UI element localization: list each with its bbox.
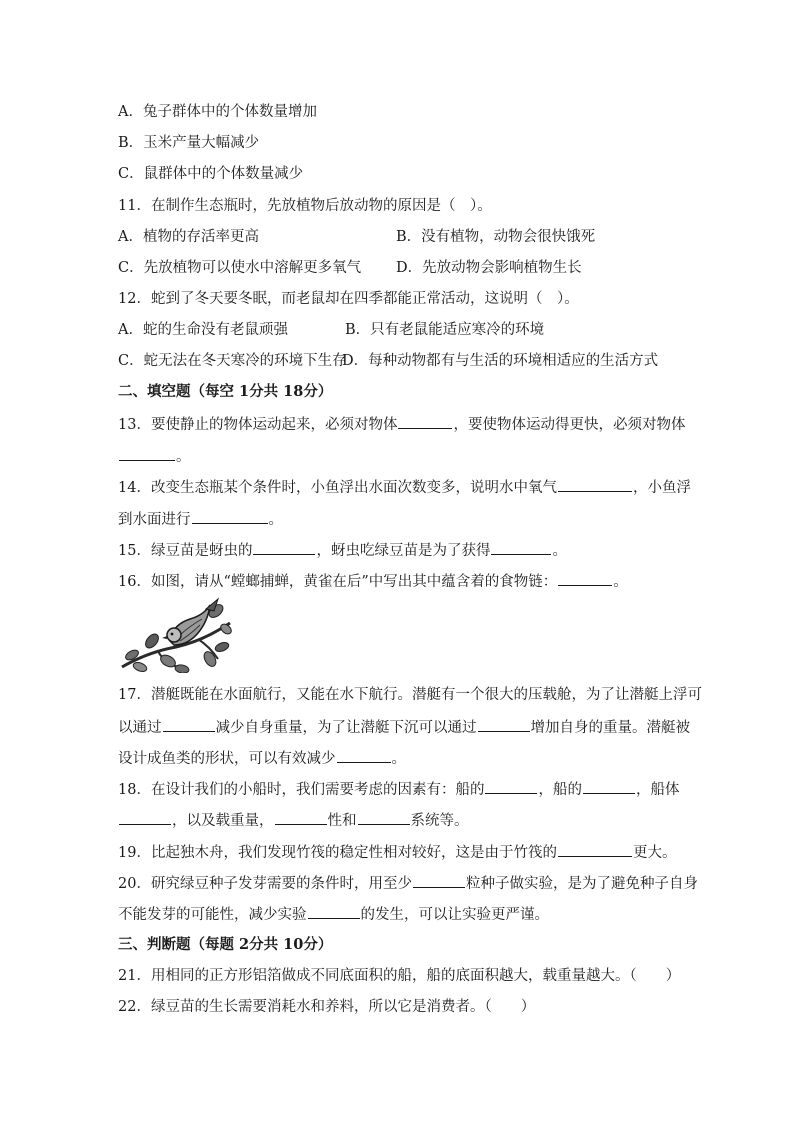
q20-blank-2[interactable] <box>308 904 360 919</box>
q14-text-3: 到水面进行 <box>118 512 191 528</box>
q18-text-5: 性和 <box>327 813 357 829</box>
section-2-heading: 二、填空题（每空 1分共 18分） <box>118 383 333 400</box>
q18-text-3: ，船体 <box>635 782 680 798</box>
q10-option-b: B．玉米产量大幅减少 <box>118 135 260 151</box>
q18-blank-2[interactable] <box>583 779 635 794</box>
q20-line-2 <box>118 904 549 925</box>
q16-text-2: 。 <box>613 574 628 590</box>
q17-blank-1[interactable] <box>163 717 215 732</box>
q11-option-b: B．没有植物，动物会很快饿死 <box>396 229 596 245</box>
q15-text-3: 。 <box>552 543 567 559</box>
q16-line <box>118 571 628 592</box>
q14-text-1: 14．改变生态瓶某个条件时，小鱼浮出水面次数变多，说明水中氧气 <box>118 480 557 496</box>
q17-line-2 <box>118 717 690 738</box>
q15-blank-2[interactable] <box>491 540 551 555</box>
q17-blank-3[interactable] <box>337 748 391 763</box>
q11-stem: 11．在制作生态瓶时，先放植物后放动物的原因是（ ）。 <box>118 198 492 214</box>
q17-line-3 <box>118 748 406 769</box>
q18-blank-3[interactable] <box>119 810 171 825</box>
bird-on-branch-icon <box>118 597 234 673</box>
q13-blank-2[interactable] <box>119 446 175 461</box>
q17-text-4: 增加自身的重量。潜艇被 <box>530 720 690 736</box>
q14-text-4: 。 <box>268 512 283 528</box>
q18-line-2 <box>118 810 469 831</box>
q18-blank-1[interactable] <box>485 779 537 794</box>
q12-option-b: B．只有老鼠能适应寒冷的环境 <box>345 322 545 338</box>
q15-line <box>118 540 567 561</box>
q19-text-1: 19．比起独木舟，我们发现竹筏的稳定性相对较好，这是由于竹筏的 <box>118 845 557 861</box>
q14-line-1 <box>118 477 691 498</box>
q13-blank-1[interactable] <box>398 414 452 429</box>
q14-blank-2[interactable] <box>192 509 268 524</box>
q14-blank-1[interactable] <box>558 477 632 492</box>
q15-blank-1[interactable] <box>253 540 315 555</box>
q19-text-2: 更大。 <box>632 845 677 861</box>
q11-option-c: C．先放植物可以使水中溶解更多氧气 <box>118 260 362 276</box>
q17-text-6: 。 <box>391 751 406 767</box>
q17-text-5: 设计成鱼类的形状，可以有效减少 <box>118 751 336 767</box>
q11-option-d: D．先放动物会影响植物生长 <box>396 260 582 276</box>
q20-line-1 <box>118 873 698 894</box>
q19-blank-1[interactable] <box>558 842 632 857</box>
q13-text-2: ，要使物体运动得更快，必须对物体 <box>453 417 686 433</box>
q20-blank-1[interactable] <box>413 873 465 888</box>
q18-text-1: 18．在设计我们的小船时，我们需要考虑的因素有：船的 <box>118 782 485 798</box>
q20-text-1: 20．研究绿豆种子发芽需要的条件时，用至少 <box>118 876 412 892</box>
q22-line: 22．绿豆苗的生长需要消耗水和养料，所以它是消费者。（ ） <box>118 999 536 1015</box>
q15-text-1: 15．绿豆苗是蚜虫的 <box>118 543 253 559</box>
q19-line <box>118 842 676 863</box>
q14-line-2 <box>118 509 283 530</box>
q20-text-4: 的发生，可以让实验更严谨。 <box>360 907 549 923</box>
q16-text-1: 16．如图，请从“螳螂捕蝉，黄雀在后”中写出其中蕴含着的食物链： <box>118 574 558 590</box>
q12-option-c: C．蛇无法在冬天寒冷的环境下生存 <box>118 353 347 369</box>
q20-text-3: 不能发芽的可能性，减少实验 <box>118 907 307 923</box>
q12-option-d: D．每种动物都有与生活的环境相适应的生活方式 <box>342 353 659 369</box>
q16-blank-1[interactable] <box>558 571 612 586</box>
q18-text-2: ，船的 <box>538 782 582 798</box>
q17-text-3: 减少自身重量，为了让潜艇下沉可以通过 <box>215 720 477 736</box>
q18-blank-5[interactable] <box>358 810 410 825</box>
q18-blank-4[interactable] <box>275 810 327 825</box>
q17-text-2: 以通过 <box>118 720 162 736</box>
q13-text-1: 13．要使静止的物体运动起来，必须对物体 <box>118 417 398 433</box>
q13-text-3: 。 <box>176 449 191 465</box>
q12-stem: 12．蛇到了冬天要冬眠，而老鼠却在四季都能正常活动，这说明（ ）。 <box>118 291 579 307</box>
q21-line: 21．用相同的正方形铝箔做成不同底面积的船，船的底面积越大，载重量越大。（ ） <box>118 968 681 984</box>
q17-line-1: 17．潜艇既能在水面航行，又能在水下航行。潜艇有一个很大的压载舱，为了让潜艇上浮可 <box>118 687 702 703</box>
q18-text-6: 系统等。 <box>410 813 469 829</box>
q11-option-a: A．植物的存活率更高 <box>118 229 259 245</box>
section-3-heading: 三、判断题（每题 2分共 10分） <box>118 936 333 953</box>
q10-option-c: C．鼠群体中的个体数量减少 <box>118 166 304 182</box>
q13-line-2 <box>118 446 191 467</box>
q10-option-a: A．兔子群体中的个体数量增加 <box>118 104 317 120</box>
q17-blank-2[interactable] <box>478 717 530 732</box>
q15-text-2: ，蚜虫吃绿豆苗是为了获得 <box>316 543 491 559</box>
q18-text-4: ，以及载重量， <box>172 813 274 829</box>
q14-text-2: ，小鱼浮 <box>632 480 691 496</box>
q18-line-1 <box>118 779 679 800</box>
q12-option-a: A．蛇的生命没有老鼠顽强 <box>118 322 288 338</box>
q20-text-2: 粒种子做实验，是为了避免种子自身 <box>465 876 698 892</box>
q13-line-1 <box>118 414 685 435</box>
